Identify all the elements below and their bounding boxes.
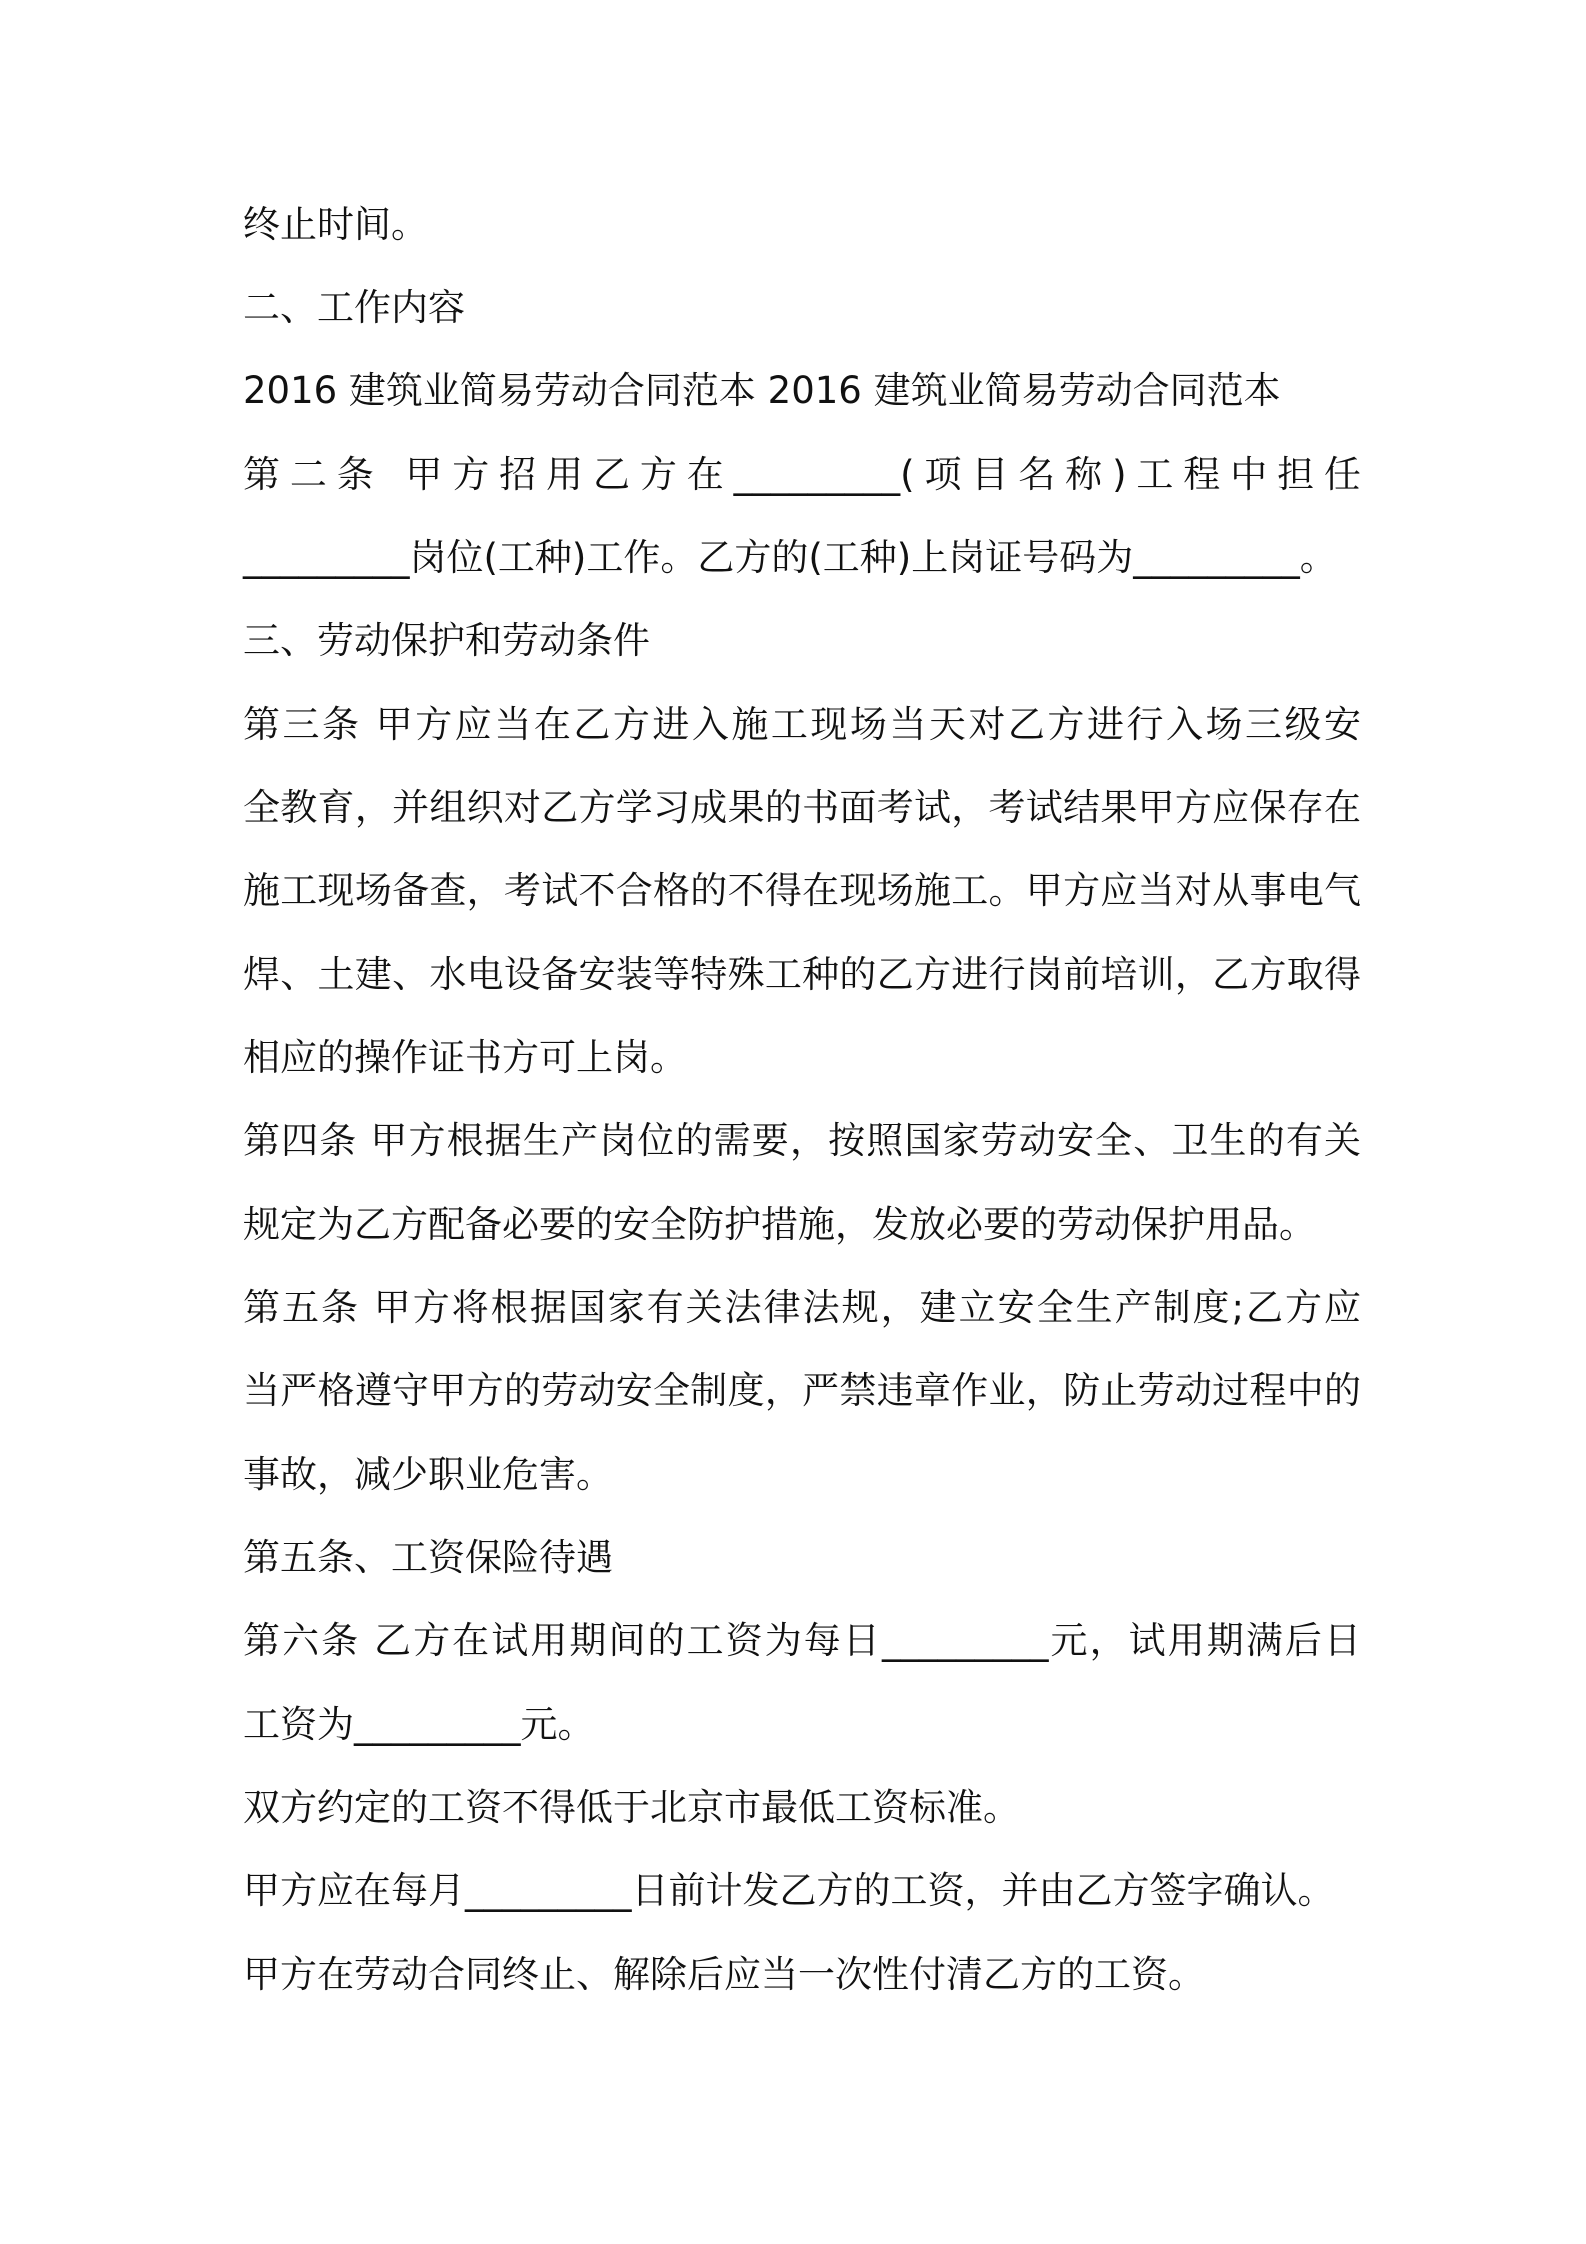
section-heading: 第五条、工资保险待遇	[243, 1536, 613, 1579]
text-line: 甲方在劳动合同终止、解除后应当一次性付清乙方的工资。	[243, 1953, 1205, 1996]
section-heading: 二、工作内容	[243, 286, 465, 329]
text-line: 双方约定的工资不得低于北京市最低工资标准。	[243, 1786, 1020, 1829]
article-line: 第三条 甲方应当在乙方进入施工现场当天对乙方进行入场三级安	[243, 703, 1361, 746]
text-line: 相应的操作证书方可上岗。	[243, 1036, 687, 1079]
text-line: 当严格遵守甲方的劳动安全制度，严禁违章作业，防止劳动过程中的	[243, 1369, 1361, 1412]
article-line: 第二条 甲方招用乙方在_________(项目名称)工程中担任	[243, 453, 1361, 496]
section-heading: 三、劳动保护和劳动条件	[243, 619, 650, 662]
text-line: 甲方应在每月_________日前计发乙方的工资，并由乙方签字确认。	[243, 1869, 1335, 1912]
text-line: 2016 建筑业简易劳动合同范本 2016 建筑业简易劳动合同范本	[243, 369, 1281, 412]
text-line: _________岗位(工种)工作。乙方的(工种)上岗证号码为_________。	[243, 536, 1337, 579]
text-line: 事故，减少职业危害。	[243, 1453, 613, 1496]
article-line: 第五条 甲方将根据国家有关法律法规，建立安全生产制度;乙方应	[243, 1286, 1361, 1329]
text-line: 施工现场备查，考试不合格的不得在现场施工。甲方应当对从事电气	[243, 869, 1361, 912]
text-line: 焊、土建、水电设备安装等特殊工种的乙方进行岗前培训，乙方取得	[243, 953, 1361, 996]
article-line: 第六条 乙方在试用期间的工资为每日_________元，试用期满后日	[243, 1619, 1361, 1662]
text-line: 工资为_________元。	[243, 1703, 595, 1746]
text-line: 全教育，并组织对乙方学习成果的书面考试，考试结果甲方应保存在	[243, 786, 1361, 829]
article-line: 第四条 甲方根据生产岗位的需要，按照国家劳动安全、卫生的有关	[243, 1119, 1361, 1162]
text-line: 规定为乙方配备必要的安全防护措施，发放必要的劳动保护用品。	[243, 1203, 1316, 1246]
text-line: 终止时间。	[243, 203, 428, 246]
